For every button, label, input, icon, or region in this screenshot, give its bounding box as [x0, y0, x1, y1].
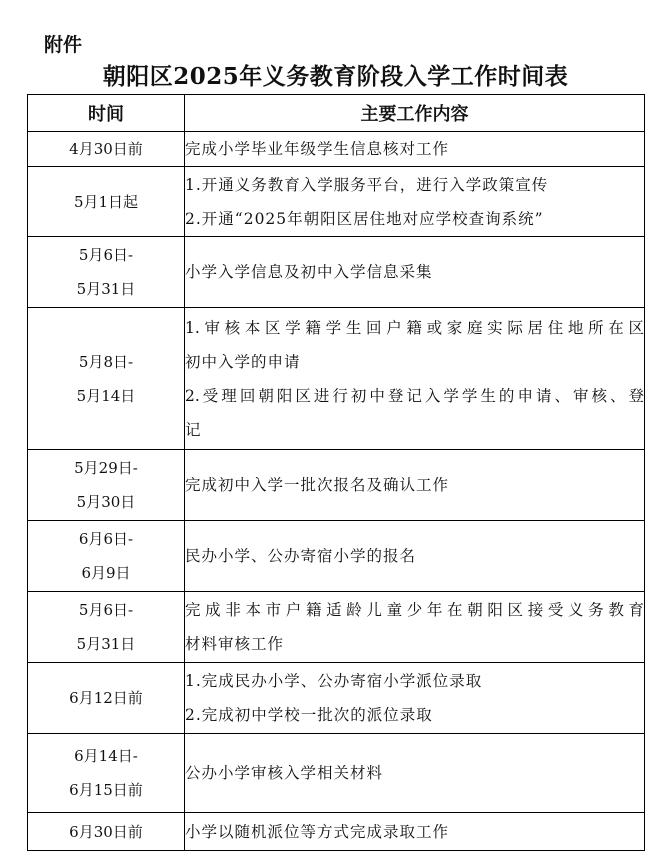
- row-time: [28, 663, 185, 734]
- row-content: [185, 663, 645, 734]
- table-row: [28, 813, 645, 851]
- time-line: 6月6日-: [78, 530, 134, 548]
- content-line: 小学入学信息及初中入学信息采集: [185, 263, 433, 281]
- time-line: 5月31日: [76, 635, 136, 653]
- table-header-row: [28, 95, 645, 132]
- time-line: 5月8日-: [78, 352, 134, 371]
- content-line: 1.开通义务教育入学服务平台，进行入学政策宣传: [185, 175, 549, 194]
- time-line: 6月14日-: [74, 747, 138, 765]
- content-line: 1.审核本区学籍学生回户籍或家庭实际居住地所在区: [185, 318, 644, 337]
- row-content: [185, 308, 645, 450]
- row-content: [185, 237, 645, 308]
- content-line: 2.完成初中学校一批次的派位录取: [185, 706, 433, 724]
- row-time: [28, 592, 185, 663]
- header-content: 主要工作内容: [185, 95, 645, 132]
- row-time: [28, 167, 185, 237]
- table-row: [28, 167, 645, 237]
- row-content: [185, 734, 645, 813]
- table-row: [28, 132, 645, 167]
- row-time: [28, 521, 185, 592]
- schedule-table: [27, 94, 645, 851]
- document-title: 朝阳区2025年义务教育阶段入学工作时间表: [102, 63, 569, 90]
- row-content: [185, 450, 645, 521]
- header-time: 时间: [28, 95, 185, 132]
- row-time: [28, 813, 185, 851]
- row-time: [28, 734, 185, 813]
- time-line: 5月29日-: [74, 459, 138, 477]
- table-row: [28, 308, 645, 450]
- table-row: [28, 663, 645, 734]
- content-line: 公办小学审核入学相关材料: [185, 764, 384, 782]
- time-line: 6月12日前: [69, 689, 143, 707]
- table-row: [28, 450, 645, 521]
- attachment-label: 附件: [44, 34, 83, 56]
- table-row: [28, 521, 645, 592]
- time-line: 5月31日: [76, 280, 136, 298]
- time-line: 5月6日-: [78, 601, 134, 619]
- row-time: [28, 450, 185, 521]
- content-line: 记: [185, 420, 202, 439]
- table-row: [28, 592, 645, 663]
- time-line: 5月30日: [76, 493, 136, 511]
- row-content: [185, 521, 645, 592]
- table-row: [28, 237, 645, 308]
- content-line: 完成初中入学一批次报名及确认工作: [185, 476, 450, 494]
- row-time: [28, 308, 185, 450]
- content-line: 初中入学的申请: [185, 352, 301, 371]
- content-line: 民办小学、公办寄宿小学的报名: [185, 547, 417, 565]
- content-line: 2.受理回朝阳区进行初中登记入学学生的申请、审核、登: [185, 386, 644, 405]
- row-content: [185, 167, 645, 237]
- time-line: 6月15日前: [69, 781, 143, 799]
- content-line: 2.开通“2025年朝阳区居住地对应学校查询系统”: [185, 209, 544, 228]
- time-line: 5月6日-: [78, 246, 134, 264]
- time-line: 6月30日前: [69, 822, 143, 841]
- table-row: [28, 734, 645, 813]
- row-content: [185, 592, 645, 663]
- row-content: [185, 813, 645, 851]
- content-line: 完成小学毕业年级学生信息核对工作: [185, 140, 450, 158]
- time-line: 5月1日起: [73, 192, 139, 211]
- row-content: [185, 132, 645, 167]
- time-line: 6月9日: [81, 564, 131, 582]
- content-line: 完成非本市户籍适龄儿童少年在朝阳区接受义务教育: [185, 601, 644, 619]
- time-line: 5月14日: [76, 386, 136, 405]
- content-line: 小学以随机派位等方式完成录取工作: [185, 822, 450, 841]
- row-time: [28, 132, 185, 167]
- row-time: [28, 237, 185, 308]
- time-line: 4月30日前: [69, 140, 143, 158]
- content-line: 材料审核工作: [185, 635, 285, 653]
- content-line: 1.完成民办小学、公办寄宿小学派位录取: [185, 672, 483, 690]
